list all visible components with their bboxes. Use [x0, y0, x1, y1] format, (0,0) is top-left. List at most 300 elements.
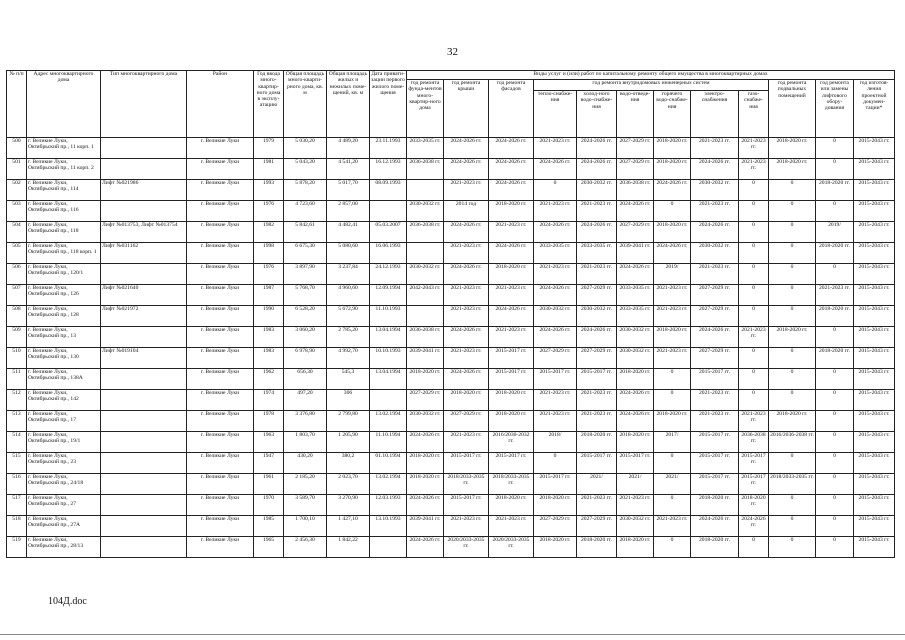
cell-cold-water-year: 2021/ [577, 474, 617, 495]
cell-roof-year: 2020/2033-2035 гг. [444, 537, 489, 558]
cell-address: г. Великие Луки, Октябрьский пр., 17 [27, 411, 101, 432]
cell-year-built: 1962 [254, 369, 284, 390]
cell-hot-water-year: 2018-2020 гг. [654, 327, 691, 348]
cell-roof-year: 2024-2026 гг. [444, 327, 489, 348]
cell-address: г. Великие Луки, Октябрьский пр., 116 [27, 201, 101, 222]
cell-lift-year: 0 [816, 138, 854, 159]
header-district: Район [187, 71, 254, 138]
cell-lift-year: 0 [816, 537, 854, 558]
cell-foundation-year: 2036-2038 гг. [407, 327, 444, 348]
header-works-group: Виды услуг и (или) работ по капитальному ремонту общего имущества в многоквартирных домах [407, 71, 895, 80]
cell-foundation-year: 2042-2043 гг. [407, 285, 444, 306]
cell-address: г. Великие Луки, Октябрьский пр., 24/18 [27, 474, 101, 495]
cell-cold-water-year: 2015-2017 гг. [577, 453, 617, 474]
cell-gas-year: 0 [739, 390, 769, 411]
cell-project-year: 2015-2043 гг. [854, 180, 895, 201]
cell-hot-water-year: 2018-2020 гг. [654, 222, 691, 243]
cell-total-area: 4 723,60 [284, 201, 327, 222]
cell-sewer-year: 2030-2032 гг. [617, 516, 654, 537]
cell-row-number: 516 [7, 474, 27, 495]
table-row [7, 390, 895, 411]
cell-gas-year: 0 [739, 222, 769, 243]
cell-year-built: 1947 [254, 453, 284, 474]
cell-privatization-date: 13.10.1993 [370, 516, 407, 537]
cell-project-year: 2015-2043 гг. [854, 411, 895, 432]
cell-basement-year: 0 [769, 243, 816, 264]
cell-living-area: 1 205,90 [327, 432, 370, 453]
cell-house-type: Лифт №021972 [101, 306, 187, 327]
cell-living-area: 2 857,00 [327, 201, 370, 222]
cell-gas-year: 2021-2023 гг. [739, 159, 769, 180]
cell-heat-year: 2033-2035 гг. [534, 243, 577, 264]
cell-address: г. Великие Луки, Октябрьский пр., 11 корп. 1 [27, 138, 101, 159]
header-hot-water: горячего водо-снабже-ния [654, 91, 691, 138]
cell-house-type [101, 411, 187, 432]
cell-gas-year: 0 [739, 243, 769, 264]
table-row [7, 432, 895, 453]
cell-heat-year: 2021-2023 гг. [534, 138, 577, 159]
cell-project-year: 2015-2043 гг. [854, 243, 895, 264]
cell-lift-year: 0 [816, 327, 854, 348]
cell-lift-year: 0 [816, 411, 854, 432]
cell-roof-year: 2014 год [444, 201, 489, 222]
cell-electro-year: 2024-2026 гг. [691, 222, 739, 243]
cell-year-built: 1983 [254, 348, 284, 369]
header-num: № п/п [7, 71, 27, 138]
cell-heat-year: 2024-2026 гг. [534, 222, 577, 243]
cell-total-area: 3 589,70 [284, 495, 327, 516]
cell-facade-year: 2018-2020 гг. [489, 411, 534, 432]
cell-hot-water-year: 2018-2020 гг. [654, 138, 691, 159]
table-row [7, 495, 895, 516]
table-row [7, 348, 895, 369]
cell-year-built: 1979 [254, 138, 284, 159]
cell-privatization-date: 23.11.1993 [370, 138, 407, 159]
cell-gas-year: 2015-2017 гг. [739, 453, 769, 474]
cell-house-type [101, 390, 187, 411]
table-row [7, 369, 895, 390]
cell-total-area: 3 376,80 [284, 411, 327, 432]
cell-roof-year: 2021-2023 гг. [444, 285, 489, 306]
cell-house-type [101, 264, 187, 285]
cell-gas-year: 0 [739, 264, 769, 285]
cell-basement-year: 0 [769, 516, 816, 537]
cell-row-number: 515 [7, 453, 27, 474]
header-foundation: год ремонта фунда-ментов много-квартир-ного дома [407, 80, 444, 138]
table-row [7, 138, 895, 159]
cell-foundation-year: 2030-2032 гг. [407, 411, 444, 432]
header-total-area: Общая площадь много-кварти-рного дома, кв. м [284, 71, 327, 138]
table-row [7, 306, 895, 327]
cell-cold-water-year: 2033-2035 гг. [577, 243, 617, 264]
cell-row-number: 502 [7, 180, 27, 201]
header-type: Тип многоквартирного дома [101, 71, 187, 138]
cell-basement-year: 2018-2020 гг. [769, 327, 816, 348]
cell-year-built: 1990 [254, 306, 284, 327]
cell-heat-year: 2021-2023 гг. [534, 390, 577, 411]
cell-address: г. Великие Луки, Октябрьский пр., 11 корп. 2 [27, 159, 101, 180]
table-row [7, 411, 895, 432]
cell-foundation-year: 2024-2026 гг. [407, 432, 444, 453]
cell-foundation-year: 2018-2020 гг. [407, 474, 444, 495]
cell-foundation-year: 2030-2032 гг. [407, 201, 444, 222]
cell-foundation-year: 2036-2038 гг. [407, 222, 444, 243]
cell-foundation-year: 2024-2026 гг. [407, 537, 444, 558]
cell-district: г. Великие Луки [187, 159, 254, 180]
cell-hot-water-year: 0 [654, 453, 691, 474]
cell-row-number: 506 [7, 264, 27, 285]
cell-privatization-date: 13.02.1994 [370, 474, 407, 495]
cell-living-area: 5 017,70 [327, 180, 370, 201]
cell-house-type [101, 516, 187, 537]
cell-heat-year: 2030-2032 гг. [534, 306, 577, 327]
cell-electro-year: 2021-2023 гг. [691, 138, 739, 159]
cell-sewer-year: 2036-2038 гг. [617, 180, 654, 201]
cell-house-type [101, 159, 187, 180]
cell-district: г. Великие Луки [187, 138, 254, 159]
cell-lift-year: 0 [816, 159, 854, 180]
cell-heat-year: 2027-2029 гг. [534, 516, 577, 537]
header-cold-water: холод-ного водо-снабже-ния [577, 91, 617, 138]
cell-project-year: 2015-2043 гг. [854, 474, 895, 495]
cell-privatization-date: 11.10.1993 [370, 306, 407, 327]
cell-lift-year: 0 [816, 432, 854, 453]
cell-foundation-year: 2024-2026 гг. [407, 495, 444, 516]
cell-lift-year: 2018-2020 гг. [816, 348, 854, 369]
cell-living-area: 1 427,10 [327, 516, 370, 537]
cell-sewer-year: 2015-2017 гг. [617, 453, 654, 474]
cell-roof-year: 2024-2026 гг. [444, 159, 489, 180]
cell-privatization-date: 13.02.1994 [370, 411, 407, 432]
cell-heat-year: 2018-2020 гг. [534, 495, 577, 516]
header-roof: год ремонта крыши [444, 80, 489, 138]
cell-heat-year: 2024-2026 гг. [534, 285, 577, 306]
cell-gas-year: 2021-2023 гг. [739, 411, 769, 432]
cell-living-area: 2 785,20 [327, 327, 370, 348]
cell-address: г. Великие Луки, Октябрьский пр., 28/13 [27, 537, 101, 558]
cell-heat-year: 2021-2023 гг. [534, 264, 577, 285]
cell-row-number: 508 [7, 306, 27, 327]
cell-cold-water-year: 2021-2023 гг. [577, 264, 617, 285]
cell-row-number: 509 [7, 327, 27, 348]
cell-lift-year: 0 [816, 516, 854, 537]
cell-foundation-year: 2039-2041 гг. [407, 348, 444, 369]
cell-district: г. Великие Луки [187, 390, 254, 411]
page-number: 32 [447, 46, 458, 58]
cell-district: г. Великие Луки [187, 495, 254, 516]
cell-project-year: 2015-2043 гг. [854, 222, 895, 243]
cell-gas-year: 2018-2020 гг. [739, 495, 769, 516]
cell-privatization-date: 08.09.1993 [370, 180, 407, 201]
cell-cold-water-year: 2021-2023 гг. [577, 201, 617, 222]
cell-living-area: 4 482,41 [327, 222, 370, 243]
cell-row-number: 503 [7, 201, 27, 222]
cell-hot-water-year: 2018-2020 гг. [654, 411, 691, 432]
cell-total-area: 5 878,20 [284, 180, 327, 201]
cell-total-area: 6 978,90 [284, 348, 327, 369]
cell-year-built: 1976 [254, 264, 284, 285]
page-bottom-edge [0, 634, 905, 635]
cell-living-area: 4 992,70 [327, 348, 370, 369]
cell-foundation-year [407, 243, 444, 264]
cell-electro-year: 2027-2029 гг. [691, 306, 739, 327]
cell-year-built: 1983 [254, 327, 284, 348]
cell-project-year: 2015-2043 гг. [854, 537, 895, 558]
cell-cold-water-year: 2024-2026 гг. [577, 222, 617, 243]
cell-lift-year: 2019/ [816, 222, 854, 243]
cell-privatization-date: 11.10.1994 [370, 432, 407, 453]
cell-row-number: 517 [7, 495, 27, 516]
cell-basement-year: 0 [769, 222, 816, 243]
capital-repair-table [6, 70, 895, 558]
cell-total-area: 5 842,61 [284, 222, 327, 243]
cell-project-year: 2015-2043 гг. [854, 138, 895, 159]
cell-heat-year: 0 [534, 453, 577, 474]
cell-district: г. Великие Луки [187, 537, 254, 558]
cell-district: г. Великие Луки [187, 264, 254, 285]
cell-living-area: 545,3 [327, 369, 370, 390]
cell-cold-water-year: 2018-2020 гг. [577, 432, 617, 453]
cell-roof-year: 2027-2029 гг. [444, 411, 489, 432]
cell-hot-water-year: 2021-2023 гг. [654, 516, 691, 537]
header-facade: год ремонта фасадов [489, 80, 534, 138]
cell-district: г. Великие Луки [187, 222, 254, 243]
cell-district: г. Великие Луки [187, 180, 254, 201]
cell-hot-water-year: 2024-2026 гг. [654, 243, 691, 264]
cell-hot-water-year: 0 [654, 537, 691, 558]
cell-sewer-year: 2033-2035 гг. [617, 306, 654, 327]
cell-heat-year: 2015-2017 гг. [534, 474, 577, 495]
cell-house-type: Лифт №021986 [101, 180, 187, 201]
cell-row-number: 519 [7, 537, 27, 558]
cell-gas-year: 2021-2023 гг. [739, 327, 769, 348]
cell-roof-year: 2018-2020 гг. [444, 390, 489, 411]
cell-gas-year: 2015-2017 гг. [739, 474, 769, 495]
cell-basement-year: 2018-2020 гг. [769, 159, 816, 180]
cell-address: г. Великие Луки, Октябрьский пр., 120/1 [27, 264, 101, 285]
table-row [7, 201, 895, 222]
cell-heat-year: 2018-2020 гг. [534, 537, 577, 558]
cell-electro-year: 2021-2023 гг. [691, 411, 739, 432]
header-year: Год ввода много-квартир-ного дома в эксплу-атацию [254, 71, 284, 138]
cell-lift-year: 0 [816, 201, 854, 222]
cell-hot-water-year: 2017/ [654, 432, 691, 453]
cell-basement-year: 0 [769, 306, 816, 327]
cell-heat-year: 2021-2023 гг. [534, 201, 577, 222]
cell-lift-year: 2021-2023 гг. [816, 285, 854, 306]
cell-sewer-year: 2021/ [617, 474, 654, 495]
cell-sewer-year: 2039-2041 гг. [617, 243, 654, 264]
cell-gas-year: 2024-2026 гг. [739, 516, 769, 537]
cell-address: г. Великие Луки, Октябрьский пр., 19/1 [27, 432, 101, 453]
table-row [7, 180, 895, 201]
cell-gas-year: 2036-2038 гг. [739, 432, 769, 453]
cell-roof-year: 2021-2023 гг. [444, 516, 489, 537]
header-heat: тепло-снабже-ния [534, 91, 577, 138]
cell-facade-year: 2024-2026 гг. [489, 180, 534, 201]
table-row [7, 159, 895, 180]
cell-cold-water-year: 2030-2032 гг. [577, 180, 617, 201]
table-row [7, 537, 895, 558]
cell-district: г. Великие Луки [187, 306, 254, 327]
cell-sewer-year: 2027-2029 гг. [617, 159, 654, 180]
cell-facade-year: 2021-2023 гг. [489, 516, 534, 537]
cell-basement-year: 0 [769, 537, 816, 558]
cell-roof-year: 2024-2026 гг. [444, 138, 489, 159]
cell-district: г. Великие Луки [187, 474, 254, 495]
cell-project-year: 2015-2043 гг. [854, 369, 895, 390]
cell-facade-year: 2024-2026 гг. [489, 159, 534, 180]
cell-living-area: 3 237,84 [327, 264, 370, 285]
cell-roof-year: 2015-2017 гг. [444, 495, 489, 516]
cell-sewer-year: 2024-2026 гг. [617, 201, 654, 222]
cell-address: г. Великие Луки, Октябрьский пр., 13 [27, 327, 101, 348]
cell-year-built: 1961 [254, 474, 284, 495]
cell-project-year: 2015-2043 гг. [854, 201, 895, 222]
cell-year-built: 1998 [254, 243, 284, 264]
cell-facade-year: 2015-2017 гг. [489, 369, 534, 390]
cell-heat-year: 2024-2026 гг. [534, 327, 577, 348]
cell-facade-year: 2018-2020 гг. [489, 264, 534, 285]
cell-hot-water-year: 0 [654, 201, 691, 222]
cell-sewer-year: 2027-2029 гг. [617, 138, 654, 159]
cell-facade-year: 2018-2020 гг. [489, 201, 534, 222]
cell-privatization-date: 16.06.1993 [370, 243, 407, 264]
cell-year-built: 1970 [254, 495, 284, 516]
cell-facade-year: 2024-2026 гг. [489, 306, 534, 327]
cell-row-number: 501 [7, 159, 27, 180]
cell-row-number: 510 [7, 348, 27, 369]
cell-electro-year: 2021-2023 гг. [691, 264, 739, 285]
cell-electro-year: 2024-2026 гг. [691, 516, 739, 537]
cell-row-number: 511 [7, 369, 27, 390]
cell-year-built: 1976 [254, 201, 284, 222]
cell-gas-year: 0 [739, 285, 769, 306]
cell-row-number: 514 [7, 432, 27, 453]
cell-year-built: 1982 [254, 222, 284, 243]
cell-sewer-year: 2018-2020 гг. [617, 369, 654, 390]
cell-electro-year: 2030-2032 гг. [691, 180, 739, 201]
cell-privatization-date: 16.12.1993 [370, 159, 407, 180]
cell-basement-year: 0 [769, 180, 816, 201]
cell-project-year: 2015-2043 гг. [854, 390, 895, 411]
cell-electro-year: 2018-2020 гг. [691, 537, 739, 558]
cell-basement-year: 0 [769, 285, 816, 306]
cell-total-area: 6 675,30 [284, 243, 327, 264]
cell-year-built: 1981 [254, 159, 284, 180]
cell-living-area: 3 270,90 [327, 495, 370, 516]
cell-project-year: 2015-2043 гг. [854, 285, 895, 306]
cell-privatization-date: 13.04.1994 [370, 369, 407, 390]
cell-year-built: 1993 [254, 180, 284, 201]
cell-district: г. Великие Луки [187, 432, 254, 453]
cell-total-area: 5 043,20 [284, 159, 327, 180]
cell-electro-year: 2021-2023 гг. [691, 390, 739, 411]
cell-privatization-date [370, 390, 407, 411]
cell-sewer-year: 2030-2032 гг. [617, 348, 654, 369]
cell-project-year: 2015-2043 гг. [854, 327, 895, 348]
cell-living-area: 5 080,60 [327, 243, 370, 264]
cell-living-area: 2 799,80 [327, 411, 370, 432]
cell-electro-year: 2021-2023 гг. [691, 201, 739, 222]
table-row [7, 453, 895, 474]
cell-total-area: 1 700,10 [284, 516, 327, 537]
cell-sewer-year: 2027-2029 гг. [617, 222, 654, 243]
cell-basement-year: 2016/2036-2038 гг. [769, 432, 816, 453]
cell-electro-year: 2015-2017 гг. [691, 369, 739, 390]
cell-total-area: 2 456,30 [284, 537, 327, 558]
cell-privatization-date: 10.10.1993 [370, 348, 407, 369]
cell-year-built: 1985 [254, 516, 284, 537]
cell-cold-water-year: 2021-2023 гг. [577, 411, 617, 432]
cell-total-area: 656,30 [284, 369, 327, 390]
cell-address: г. Великие Луки, Октябрьский пр., 130 [27, 348, 101, 369]
cell-electro-year: 2027-2029 гг. [691, 348, 739, 369]
cell-foundation-year: 2039-2041 гг. [407, 516, 444, 537]
cell-living-area: 4 960,60 [327, 285, 370, 306]
cell-cold-water-year: 2024-2026 гг. [577, 138, 617, 159]
cell-hot-water-year: 2021-2023 гг. [654, 285, 691, 306]
cell-facade-year: 2021-2023 гг. [489, 285, 534, 306]
cell-total-area: 3 060,20 [284, 327, 327, 348]
cell-gas-year: 0 [739, 201, 769, 222]
cell-hot-water-year: 2021-2023 гг. [654, 348, 691, 369]
cell-project-year: 2015-2043 гг. [854, 159, 895, 180]
cell-hot-water-year: 2021-2023 гг. [654, 306, 691, 327]
cell-lift-year: 0 [816, 264, 854, 285]
cell-basement-year: 2018-2020 гг. [769, 138, 816, 159]
cell-district: г. Великие Луки [187, 516, 254, 537]
cell-district: г. Великие Луки [187, 453, 254, 474]
cell-roof-year: 2015-2017 гг. [444, 453, 489, 474]
cell-roof-year: 2021-2023 гг. [444, 243, 489, 264]
header-lift: год ремонта или замены лифтового обору-дования [816, 80, 854, 138]
cell-total-area: 5 030,20 [284, 138, 327, 159]
cell-row-number: 513 [7, 411, 27, 432]
cell-facade-year: 2021-2023 гг. [489, 222, 534, 243]
cell-living-area: 4 489,20 [327, 138, 370, 159]
cell-sewer-year: 2018-2020 гг. [617, 432, 654, 453]
cell-electro-year: 2024-2026 гг. [691, 159, 739, 180]
cell-project-year: 2015-2043 гг. [854, 495, 895, 516]
cell-living-area: 1 842,22 [327, 537, 370, 558]
cell-cold-water-year: 2027-2029 гг. [577, 285, 617, 306]
header-systems-group: год ремонта внутридомовых инженерных систем [534, 80, 769, 91]
cell-address: г. Великие Луки, Октябрьский пр., 138А [27, 369, 101, 390]
cell-row-number: 507 [7, 285, 27, 306]
cell-living-area: 306 [327, 390, 370, 411]
cell-living-area: 380,2 [327, 453, 370, 474]
table-row [7, 474, 895, 495]
cell-sewer-year: 2033-2035 гг. [617, 285, 654, 306]
cell-electro-year: 2015-2017 гг. [691, 432, 739, 453]
cell-privatization-date: 12.09.1994 [370, 285, 407, 306]
cell-house-type [101, 369, 187, 390]
cell-lift-year: 0 [816, 474, 854, 495]
cell-total-area: 430,20 [284, 453, 327, 474]
cell-hot-water-year: 2019/ [654, 264, 691, 285]
cell-roof-year: 2021-2023 гг. [444, 432, 489, 453]
cell-house-type [101, 201, 187, 222]
cell-foundation-year: 2030-2032 гг. [407, 264, 444, 285]
cell-lift-year: 0 [816, 390, 854, 411]
cell-foundation-year: 2033-2035 гг. [407, 138, 444, 159]
cell-cold-water-year: 2018-2020 гг. [577, 537, 617, 558]
cell-facade-year: 2015-2017 гг. [489, 453, 534, 474]
cell-gas-year: 2021-2023 гг. [739, 138, 769, 159]
cell-privatization-date: 05.03.2007 [370, 222, 407, 243]
cell-facade-year: 2015-2017 гг. [489, 348, 534, 369]
